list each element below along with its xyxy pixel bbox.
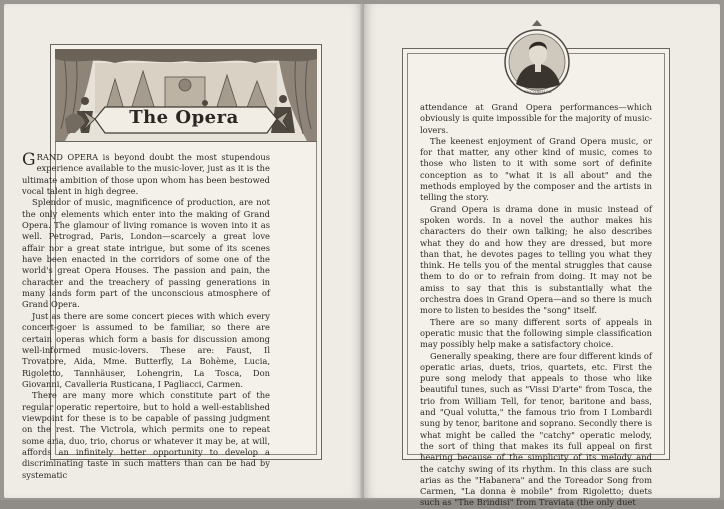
portrait-caption: McCORMACK <box>524 90 552 94</box>
paragraph: There are so many different sorts of appeals in operatic music that the following simple classification may possibly help make a satisfactory choice. <box>420 316 652 350</box>
paragraph: Generally speaking, there are four different kinds of operatic arias, duets, trios, quartets, etc. First the pure song melody that appeals to those who like beautiful tunes, such as "Vissi D'arte" from Tosca, the trio from William Tell, for tenor, baritone and bass, and "Qual volutta," the famous trio from I Lombardi sung by tenor, baritone and soprano. Secondly there is what might be called the "catchy" operatic melody, the sort of thing that makes its full appeal on first hearing because of the simplicity of its melody and the catchy swing of its rhythm. In this class are such arias as the "Habanera" and the Toreador Song from Carmen, "La donna è mobile" from Rigoletto; duets such as "The Brindisi" from Traviata (the only duet <box>420 350 652 508</box>
paragraph: The keenest enjoyment of Grand Opera music, or for that matter, any other kind of music, comes to those who listen to it with some sort of definite conception as to "what it is all about" and the methods employed by the composer and the artists in telling the story. <box>420 135 652 203</box>
paragraph: Just as there are some concert pieces with which every concert-goer is assumed to be familiar, so there are certain operas which form a basis for discussion among well-informed music-lovers. These are: Faust, Il Trovatore, Aida, Mme. Butterfly, La Bohème, Lucia, Rigoletto, Tannhäuser, Lohengrin, La Tosca, Don Giovanni, Cavalleria Rusticana, I Pagliacci, Carmen. <box>22 310 270 389</box>
opera-banner-illustration <box>55 49 317 142</box>
paragraph: Splendor of music, magnificence of production, are not the only elements which enter into the making of Grand Opera. The glamour of living romance is woven into it as well. Petrograd, Paris, London—scarcely a great love affair nor a great state intrigue, but some of its scenes have been enacted in the corridors of some one of the world's great Opera Houses. The passion and pain, the character and the treachery of passing generations in many lands form part of the unconscious atmosphere of Grand Opera. <box>22 197 270 310</box>
paragraph-text: RAND OPERA is beyond doubt the most stupendous experience available to the music-lover, just as it is the ultimate ambition of those upon whom has been bestowed vocal talent in high degree. <box>22 152 270 197</box>
dropcap-letter: G <box>22 150 36 170</box>
paragraph: Grand Opera is drama done in music instead of spoken words. In a novel the author makes his characters do their own talking; he also describes what they do and how they are dressed, but more than that, he devotes pages to telling you what they think. He tells you of the mental struggles that cause them to do or to refrain from doing. It may not be amiss to say that this is substantially what the orchestra does in Grand Opera—and so there is much more to listen to besides the "song" itself. <box>420 203 652 316</box>
right-page-body-text <box>420 102 652 509</box>
paragraph <box>22 152 270 197</box>
banner-title: The Opera <box>129 107 239 128</box>
paragraph: There are many more which constitute part of the regular operatic repertoire, but to hold a well-established viewpoint for these is to be capable of passing judgment on the rest. The Victrola, which permits one to repeat some aria, duo, trio, chorus or whatever it may be, at will, affords an infinitely better opportunity to develop a discriminating taste in such matters than can be had by systematic <box>22 390 270 480</box>
left-page-body-text <box>22 152 270 481</box>
paragraph: attendance at Grand Opera performances—which obviously is quite impossible for the majority of music-lovers. <box>420 102 652 135</box>
